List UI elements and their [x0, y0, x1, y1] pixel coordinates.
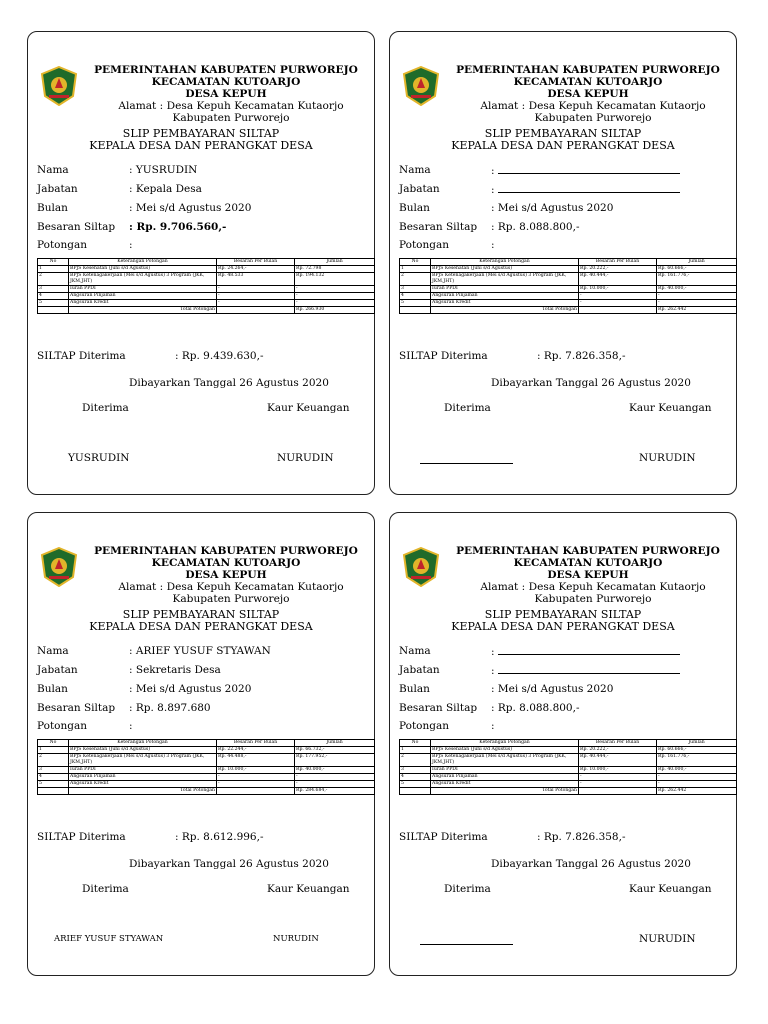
sign-received-label: Diterima	[82, 883, 129, 895]
nama-blank-line	[498, 645, 680, 655]
table-total-row	[400, 788, 737, 795]
cell: Rp. 40.000,-	[657, 286, 737, 293]
value-bulan: : Mei s/d Agustus 2020	[129, 683, 252, 695]
value-potongan: :	[491, 720, 495, 732]
received-label: SILTAP Diterima	[399, 350, 488, 362]
total-label: Total Potongan	[69, 788, 217, 795]
table-row	[38, 754, 375, 767]
cell: BPJS Kesehatan (Juni s/d Agustus)	[69, 747, 217, 754]
paid-date: Dibayarkan Tanggal 26 Agustus 2020	[129, 858, 329, 870]
cell: 1	[400, 747, 431, 754]
cell: 3	[38, 286, 69, 293]
received-label: SILTAP Diterima	[37, 831, 126, 843]
cell: -	[579, 774, 657, 781]
recipient-name: YUSRUDIN	[68, 452, 130, 464]
value-besaran: : Rp. 9.706.560,-	[129, 221, 227, 233]
label-nama: Nama	[37, 164, 69, 176]
value-jabatan: : Sekretaris Desa	[129, 664, 221, 676]
cell: Rp. 24.264,-	[217, 266, 295, 273]
label-besaran: Besaran Siltap	[37, 221, 116, 233]
address-line-1: Alamat : Desa Kepuh Kecamatan Kutaorjo	[118, 581, 344, 593]
cell: 5	[38, 300, 69, 307]
value-potongan: :	[129, 239, 133, 251]
cell: -	[295, 293, 375, 300]
header-line-3: DESA KEPUH	[185, 88, 267, 100]
cell: Rp. 177.952,-	[295, 754, 375, 767]
cell	[400, 307, 431, 314]
cell	[400, 788, 431, 795]
cell: Iuran PPDI	[69, 767, 217, 774]
table-row	[38, 300, 375, 307]
sign-received-label: Diterima	[444, 883, 491, 895]
header-line-1: PEMERINTAHAN KABUPATEN PURWOREJO	[94, 64, 358, 76]
cell: Rp. 161.776,-	[657, 754, 737, 767]
cell: Rp. 44.488,-	[217, 754, 295, 767]
cell: Angsuran Kredit	[431, 781, 579, 788]
slip-subtitle: KEPALA DESA DAN PERANGKAT DESA	[451, 139, 675, 152]
jabatan-blank-line	[498, 664, 680, 674]
cell	[38, 307, 69, 314]
cell: BPJS Ketenagakerjaan (Mei s/d Agustus) 3 Program (JKK, JKM,JHT)	[69, 754, 217, 767]
kaur-name: NURUDIN	[639, 933, 696, 945]
value-jabatan	[491, 664, 680, 677]
slip-4	[389, 512, 737, 976]
cell: Rp. 161.776,-	[657, 273, 737, 286]
cell: BPJS Ketenagakerjaan (Mei s/d Agustus) 3 Program (JKK, JKM,JHT)	[431, 754, 579, 767]
cell	[38, 788, 69, 795]
label-besaran: Besaran Siltap	[399, 221, 478, 233]
slip-subtitle: KEPALA DESA DAN PERANGKAT DESA	[89, 139, 313, 152]
cell: BPJS Ketenagakerjaan (Mei s/d Agustus) 3 Program (JKK, JKM,JHT)	[431, 273, 579, 286]
table-row	[400, 293, 737, 300]
address-line-2: Kabupaten Purworejo	[172, 112, 290, 124]
cell: 3	[400, 767, 431, 774]
received-value: : Rp. 7.826.358,-	[537, 831, 626, 843]
deduction-table	[399, 739, 737, 795]
table-row	[400, 747, 737, 754]
value-nama	[491, 645, 680, 658]
cell: -	[579, 781, 657, 788]
label-nama: Nama	[399, 164, 431, 176]
table-total-row	[400, 307, 737, 314]
cell: 5	[38, 781, 69, 788]
jabatan-blank-line	[498, 183, 680, 193]
label-jabatan: Jabatan	[37, 183, 78, 195]
slip-title: SLIP PEMBAYARAN SILTAP	[122, 127, 280, 140]
cell: 2	[400, 754, 431, 767]
cell: 1	[400, 266, 431, 273]
slip-3	[27, 512, 375, 976]
total-value: Rp. 266.930	[295, 307, 375, 314]
label-nama: Nama	[399, 645, 431, 657]
address-line-2: Kabupaten Purworejo	[534, 593, 652, 605]
address-line-2: Kabupaten Purworejo	[534, 112, 652, 124]
paid-date: Dibayarkan Tanggal 26 Agustus 2020	[491, 377, 691, 389]
header-line-1: PEMERINTAHAN KABUPATEN PURWOREJO	[94, 545, 358, 557]
cell: Rp. 20.222,-	[579, 747, 657, 754]
total-value: Rp. 284.684,-	[295, 788, 375, 795]
slip-subtitle: KEPALA DESA DAN PERANGKAT DESA	[451, 620, 675, 633]
cell: Rp. 10.000,-	[579, 286, 657, 293]
cell: -	[579, 293, 657, 300]
value-nama-colon: :	[491, 646, 495, 658]
cell: 1	[38, 747, 69, 754]
table-row	[400, 781, 737, 788]
table-header-row	[400, 740, 737, 747]
table-row	[400, 767, 737, 774]
received-value: : Rp. 8.612.996,-	[175, 831, 264, 843]
slip-subtitle: KEPALA DESA DAN PERANGKAT DESA	[89, 620, 313, 633]
col-besaran: Besaran Per Bulan	[579, 740, 657, 747]
table-row	[400, 273, 737, 286]
deduction-table	[399, 258, 737, 314]
received-value: : Rp. 7.826.358,-	[537, 350, 626, 362]
sign-kaur-label: Kaur Keuangan	[267, 402, 350, 414]
deduction-table	[37, 258, 375, 314]
cell: -	[217, 300, 295, 307]
label-bulan: Bulan	[399, 202, 430, 214]
value-nama-colon: :	[491, 165, 495, 177]
table-total-row	[38, 307, 375, 314]
cell: -	[657, 781, 737, 788]
cell: -	[217, 781, 295, 788]
cell: Iuran PPDI	[431, 286, 579, 293]
total-label: Total Potongan	[431, 788, 579, 795]
received-label: SILTAP Diterima	[37, 350, 126, 362]
kaur-name: NURUDIN	[277, 452, 334, 464]
cell: -	[295, 781, 375, 788]
nama-blank-line	[498, 164, 680, 174]
cell: -	[217, 293, 295, 300]
sign-kaur-label: Kaur Keuangan	[267, 883, 350, 895]
col-besaran: Besaran Per Bulan	[217, 740, 295, 747]
cell: 5	[400, 781, 431, 788]
cell: Rp. 40.444,-	[579, 754, 657, 767]
recipient-name: ARIEF YUSUF STYAWAN	[54, 934, 164, 944]
deduction-table	[37, 739, 375, 795]
table-header-row	[38, 259, 375, 266]
cell: 3	[400, 286, 431, 293]
cell	[217, 307, 295, 314]
cell: 2	[38, 273, 69, 286]
cell: Iuran PPDI	[431, 767, 579, 774]
value-besaran: : Rp. 8.088.800,-	[491, 702, 580, 714]
col-jumlah: Jumlah	[295, 259, 375, 266]
cell: Rp. 72.798	[295, 266, 375, 273]
col-keterangan: Keterangan Potongan	[431, 259, 579, 266]
col-keterangan: Keterangan Potongan	[69, 740, 217, 747]
cell: 4	[400, 293, 431, 300]
value-nama: : ARIEF YUSUF STYAWAN	[129, 645, 271, 657]
table-row	[400, 286, 737, 293]
cell: Rp. 20.222,-	[579, 266, 657, 273]
cell: -	[217, 286, 295, 293]
cell: Rp. 40.000,-	[657, 767, 737, 774]
total-label: Total Potongan	[69, 307, 217, 314]
cell: Rp. 194.132	[295, 273, 375, 286]
paid-date: Dibayarkan Tanggal 26 Agustus 2020	[491, 858, 691, 870]
col-keterangan: Keterangan Potongan	[69, 259, 217, 266]
recipient-signature-line	[420, 944, 513, 945]
table-row	[38, 747, 375, 754]
cell: Iuran PPDI	[69, 286, 217, 293]
value-bulan: : Mei s/d Agustus 2020	[491, 202, 614, 214]
table-row	[38, 774, 375, 781]
table-row	[38, 273, 375, 286]
col-jumlah: Jumlah	[657, 259, 737, 266]
cell: Rp. 22.244,-	[217, 747, 295, 754]
cell: BPJS Ketenagakerjaan (Mei s/d Agustus) 3 Program (JKK, JKM,JHT)	[69, 273, 217, 286]
value-besaran: : Rp. 8.897.680	[129, 702, 211, 714]
cell: 5	[400, 300, 431, 307]
sign-received-label: Diterima	[82, 402, 129, 414]
cell	[217, 788, 295, 795]
header-line-2: KECAMATAN KUTOARJO	[151, 76, 301, 88]
label-bulan: Bulan	[399, 683, 430, 695]
value-jabatan: : Kepala Desa	[129, 183, 202, 195]
label-bulan: Bulan	[37, 683, 68, 695]
received-value: : Rp. 9.439.630,-	[175, 350, 264, 362]
label-potongan: Potongan	[399, 720, 450, 732]
col-no: No	[38, 259, 69, 266]
slip-title: SLIP PEMBAYARAN SILTAP	[484, 127, 642, 140]
cell: Angsuran Pinjaman	[69, 293, 217, 300]
cell: -	[657, 774, 737, 781]
cell: Rp. 10.000,-	[579, 767, 657, 774]
slip-1	[27, 31, 375, 495]
table-row	[38, 266, 375, 273]
cell: 1	[38, 266, 69, 273]
label-besaran: Besaran Siltap	[399, 702, 478, 714]
cell: Angsuran Pinjaman	[431, 293, 579, 300]
col-besaran: Besaran Per Bulan	[579, 259, 657, 266]
cell: -	[295, 286, 375, 293]
value-jabatan-colon: :	[491, 665, 495, 677]
col-besaran: Besaran Per Bulan	[217, 259, 295, 266]
value-potongan: :	[491, 239, 495, 251]
cell: 2	[400, 273, 431, 286]
cell: -	[217, 774, 295, 781]
kaur-name: NURUDIN	[639, 452, 696, 464]
table-row	[38, 767, 375, 774]
label-jabatan: Jabatan	[399, 183, 440, 195]
cell: -	[657, 300, 737, 307]
received-label: SILTAP Diterima	[399, 831, 488, 843]
cell: BPJS Kesehatan (Juni s/d Agustus)	[431, 266, 579, 273]
cell: Angsuran Kredit	[431, 300, 579, 307]
paid-date: Dibayarkan Tanggal 26 Agustus 2020	[129, 377, 329, 389]
label-jabatan: Jabatan	[37, 664, 78, 676]
cell: 3	[38, 767, 69, 774]
header-line-2: KECAMATAN KUTOARJO	[513, 76, 663, 88]
table-total-row	[38, 788, 375, 795]
cell: Angsuran Kredit	[69, 300, 217, 307]
table-row	[400, 754, 737, 767]
cell: -	[295, 300, 375, 307]
value-bulan: : Mei s/d Agustus 2020	[129, 202, 252, 214]
cell: Angsuran Pinjaman	[431, 774, 579, 781]
col-keterangan: Keterangan Potongan	[431, 740, 579, 747]
table-row	[400, 300, 737, 307]
address-line-1: Alamat : Desa Kepuh Kecamatan Kutaorjo	[118, 100, 344, 112]
table-header-row	[38, 740, 375, 747]
cell: BPJS Kesehatan (Juni s/d Agustus)	[69, 266, 217, 273]
col-jumlah: Jumlah	[295, 740, 375, 747]
value-nama	[491, 164, 680, 177]
sign-kaur-label: Kaur Keuangan	[629, 402, 712, 414]
cell: -	[657, 293, 737, 300]
label-bulan: Bulan	[37, 202, 68, 214]
table-row	[400, 774, 737, 781]
total-label: Total Potongan	[431, 307, 579, 314]
slip-title: SLIP PEMBAYARAN SILTAP	[122, 608, 280, 621]
address-line-1: Alamat : Desa Kepuh Kecamatan Kutaorjo	[480, 581, 706, 593]
cell: Rp. 60.666,-	[657, 266, 737, 273]
label-potongan: Potongan	[399, 239, 450, 251]
value-bulan: : Mei s/d Agustus 2020	[491, 683, 614, 695]
cell	[579, 788, 657, 795]
cell: Rp. 60.666,-	[657, 747, 737, 754]
table-row	[38, 293, 375, 300]
table-row	[38, 781, 375, 788]
table-header-row	[400, 259, 737, 266]
cell	[579, 307, 657, 314]
total-value: Rp. 262.442	[657, 788, 737, 795]
col-jumlah: Jumlah	[657, 740, 737, 747]
cell: 2	[38, 754, 69, 767]
col-no: No	[38, 740, 69, 747]
header-line-2: KECAMATAN KUTOARJO	[513, 557, 663, 569]
cell: 4	[38, 774, 69, 781]
cell: Angsuran Pinjaman	[69, 774, 217, 781]
slip-2	[389, 31, 737, 495]
table-row	[400, 266, 737, 273]
sign-kaur-label: Kaur Keuangan	[629, 883, 712, 895]
cell: Rp. 40.444,-	[579, 273, 657, 286]
cell: 4	[38, 293, 69, 300]
value-jabatan	[491, 183, 680, 196]
header-line-1: PEMERINTAHAN KABUPATEN PURWOREJO	[456, 545, 720, 557]
value-jabatan-colon: :	[491, 184, 495, 196]
address-line-1: Alamat : Desa Kepuh Kecamatan Kutaorjo	[480, 100, 706, 112]
header-line-2: KECAMATAN KUTOARJO	[151, 557, 301, 569]
header-line-1: PEMERINTAHAN KABUPATEN PURWOREJO	[456, 64, 720, 76]
header-line-3: DESA KEPUH	[185, 569, 267, 581]
header-line-3: DESA KEPUH	[547, 88, 629, 100]
slip-title: SLIP PEMBAYARAN SILTAP	[484, 608, 642, 621]
cell: Angsuran Kredit	[69, 781, 217, 788]
cell: Rp. 40.000,-	[295, 767, 375, 774]
header-line-3: DESA KEPUH	[547, 569, 629, 581]
label-besaran: Besaran Siltap	[37, 702, 116, 714]
cell: Rp. 66.732,-	[295, 747, 375, 754]
sign-received-label: Diterima	[444, 402, 491, 414]
value-nama: : YUSRUDIN	[129, 164, 198, 176]
value-besaran: : Rp. 8.088.800,-	[491, 221, 580, 233]
cell: -	[295, 774, 375, 781]
total-value: Rp. 262.442	[657, 307, 737, 314]
cell: BPJS Kesehatan (Juni s/d Agustus)	[431, 747, 579, 754]
table-row	[38, 286, 375, 293]
col-no: No	[400, 740, 431, 747]
cell: -	[579, 300, 657, 307]
label-nama: Nama	[37, 645, 69, 657]
cell: Rp. 10.000,-	[217, 767, 295, 774]
value-potongan: :	[129, 720, 133, 732]
label-potongan: Potongan	[37, 720, 88, 732]
cell: Rp. 48.533	[217, 273, 295, 286]
col-no: No	[400, 259, 431, 266]
cell: 4	[400, 774, 431, 781]
label-jabatan: Jabatan	[399, 664, 440, 676]
recipient-signature-line	[420, 463, 513, 464]
label-potongan: Potongan	[37, 239, 88, 251]
kaur-name: NURUDIN	[273, 934, 319, 944]
address-line-2: Kabupaten Purworejo	[172, 593, 290, 605]
